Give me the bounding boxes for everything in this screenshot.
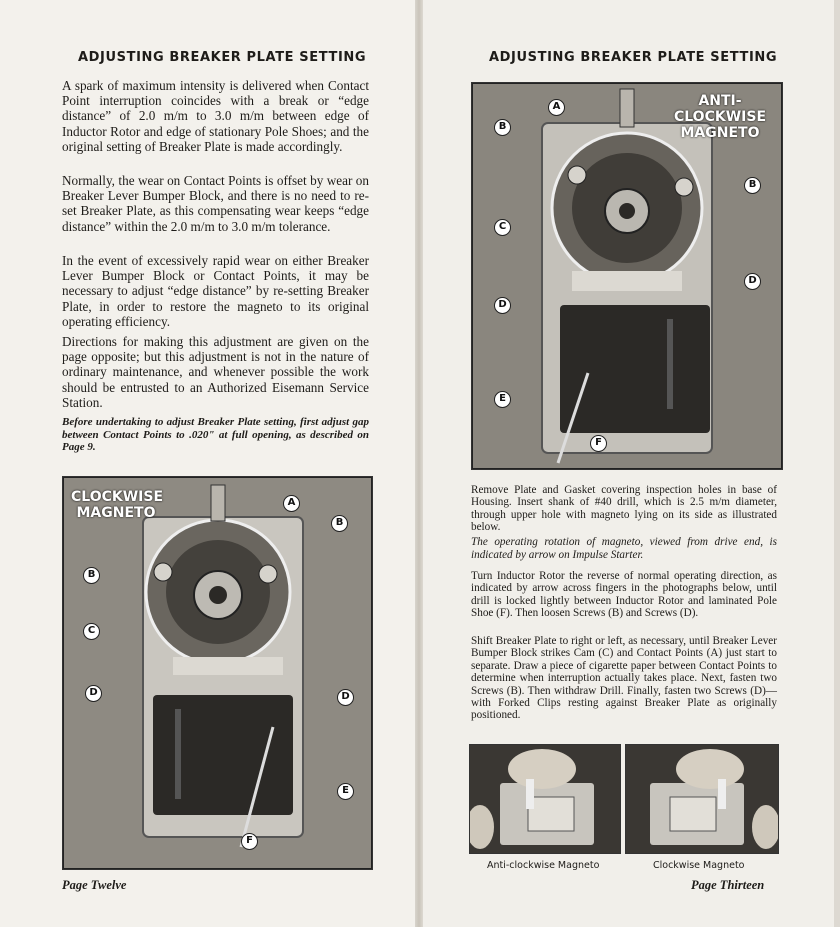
callout-b-left: B (494, 119, 511, 136)
clockwise-hands-illustration (626, 745, 778, 853)
left-paragraph-4: Directions for making this adjustment are given on the page opposite; but this adjustment is not in the nature of ordinary maintenance, and whenever possible the work should be entrusted to an Authorized Eisemann Service Station. (62, 334, 369, 410)
page-edge (834, 0, 840, 927)
callout-d-right: D (744, 273, 761, 290)
callout-c: C (83, 623, 100, 640)
right-paragraph-3: Shift Breaker Plate to right or left, as necessary, until Breaker Lever Bumper Block strikes Cam (C) and Contact Points (A) just start to separate. Draw a piece of cigarette paper between Contact Points to determine when interruption actually takes place. Next, fasten two Screws (B). Then withdraw Drill. Finally, fasten two Screws (D)—with Forked Clips resting against Breaker Plate as originally positioned. (471, 635, 777, 722)
book-spine (415, 0, 423, 927)
anti-clockwise-hands-illustration (470, 745, 620, 853)
callout-e: E (494, 391, 511, 408)
callout-d-left: D (494, 297, 511, 314)
left-paragraph-2: Normally, the wear on Contact Points is offset by wear on Breaker Lever Bumper Block, and there is no need to re-set Breaker Plate, as this compensating wear keeps “edge distance” within the 2.0 m/m to 3.0 m/m tolerance. (62, 173, 369, 234)
callout-d-left: D (85, 685, 102, 702)
right-page (423, 0, 840, 927)
clockwise-magneto-photo (62, 476, 373, 870)
clockwise-caption: Clockwise Magneto (653, 860, 745, 871)
clockwise-magneto-title: CLOCKWISE MAGNETO (71, 489, 164, 521)
anti-clockwise-magneto-title: ANTI-CLOCKWISE MAGNETO (673, 93, 767, 141)
left-paragraph-1: A spark of maximum intensity is delivered when Contact Point interruption coincides with a break or “edge distance” of 2.0 m/m to 3.0 m/m between edge of Inductor Rotor and edge of stationary Pole Shoes; and the original setting of Breaker Plate is made accordingly. (62, 78, 369, 154)
left-page (0, 0, 415, 927)
anti-clockwise-caption: Anti-clockwise Magneto (487, 860, 600, 871)
callout-b-left: B (83, 567, 100, 584)
right-page-number: Page Thirteen (691, 878, 765, 892)
callout-b-right: B (744, 177, 761, 194)
left-paragraph-3: In the event of excessively rapid wear on either Breaker Lever Bumper Block or Contact Points, it may be necessary to adjust “edge distance” by re-setting Breaker Plate, in order to restore the magneto to its original operating efficiency. (62, 253, 369, 329)
left-page-heading: ADJUSTING BREAKER PLATE SETTING (78, 50, 367, 65)
callout-a: A (548, 99, 565, 116)
callout-a: A (283, 495, 300, 512)
callout-d-right: D (337, 689, 354, 706)
callout-e: E (337, 783, 354, 800)
right-paragraph-1: Remove Plate and Gasket covering inspection holes in base of Housing. Insert shank of #40 drill, which is 2.5 m/m diameter, through upper hole with magneto lying on its side as illustrated below. (471, 484, 777, 534)
callout-f: F (590, 435, 607, 452)
clockwise-magneto-illustration (63, 477, 372, 869)
anti-clockwise-hands-photo (469, 744, 621, 854)
left-note: Before undertaking to adjust Breaker Plate setting, first adjust gap between Contact Points to .020" at full opening, as described on Page 9. (62, 416, 369, 453)
right-note: The operating rotation of magneto, viewed from drive end, is indicated by arrow on Impulse Starter. (471, 536, 777, 561)
callout-b-right: B (331, 515, 348, 532)
anti-clockwise-magneto-photo (471, 82, 783, 470)
callout-c: C (494, 219, 511, 236)
clockwise-hands-photo (625, 744, 779, 854)
right-paragraph-2: Turn Inductor Rotor the reverse of normal operating direction, as indicated by arrow across fingers in the photographs below, until drill is locked lightly between Inductor Rotor and laminated Pole Shoe (F). Then loosen Screws (B) and Screws (D). (471, 570, 777, 620)
left-page-number: Page Twelve (62, 878, 127, 892)
right-page-heading: ADJUSTING BREAKER PLATE SETTING (489, 50, 778, 65)
callout-f: F (241, 833, 258, 850)
